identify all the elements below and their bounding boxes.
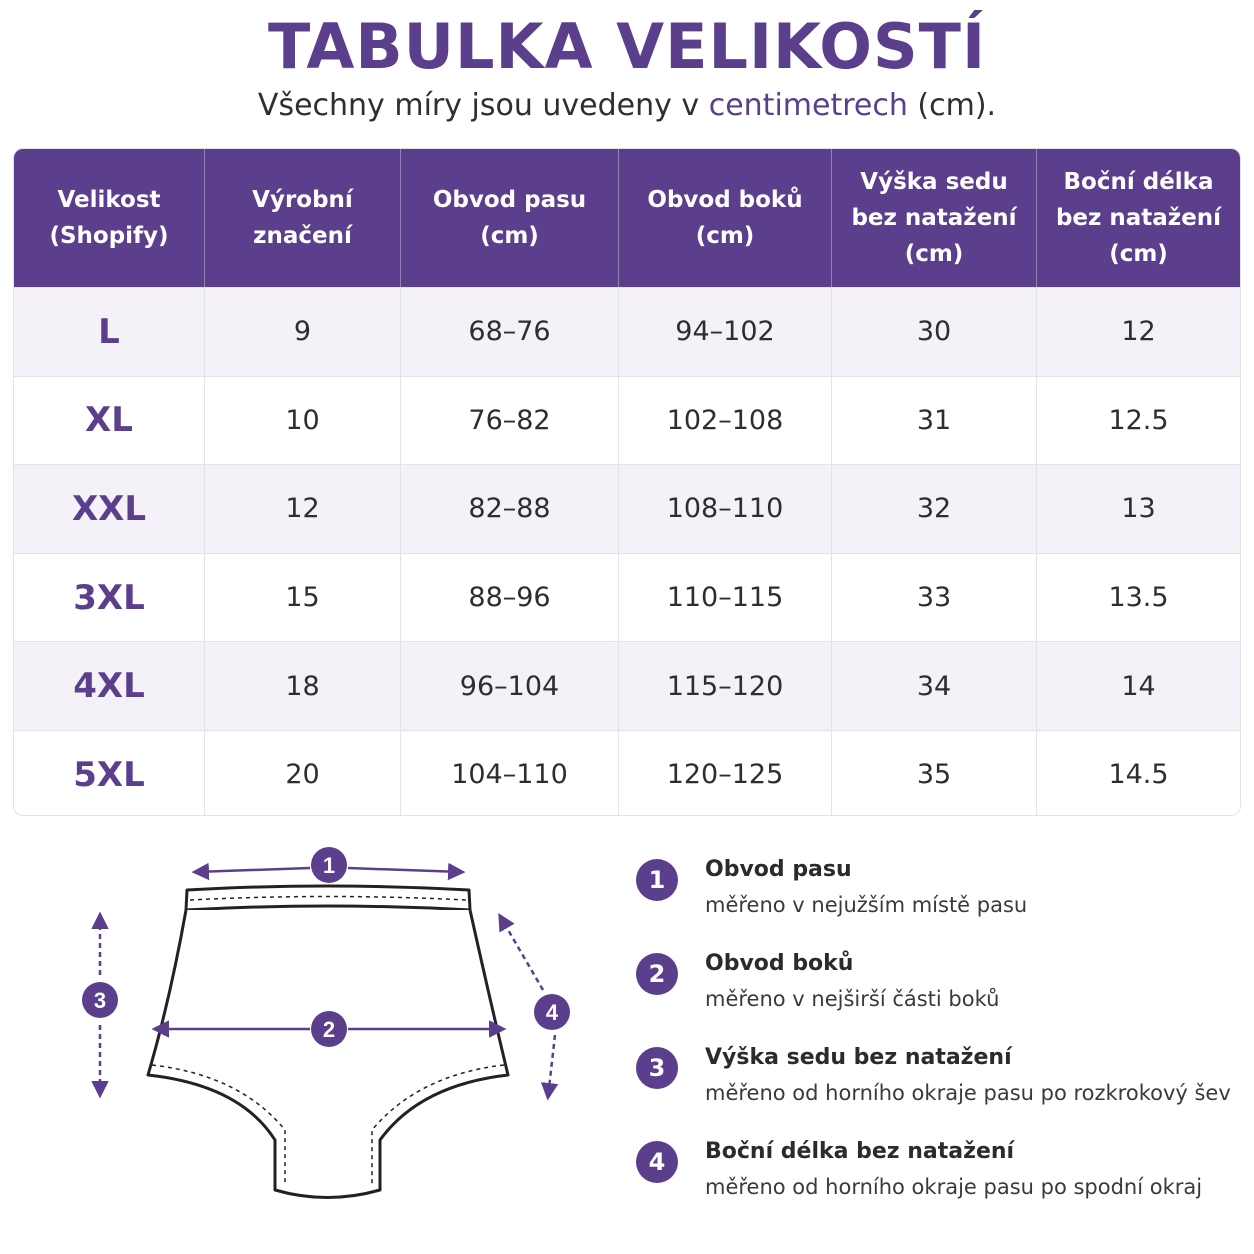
cell-manufacturer-size: 12 [205, 465, 401, 553]
legend-item-side-length [636, 1137, 1236, 1231]
number-badge: 1 [636, 859, 678, 901]
legend-description: měřeno od horního okraje pasu po rozkrokový šev [705, 1081, 1231, 1105]
cell-side-length: 12 [1121, 316, 1156, 348]
waist-arrow [195, 847, 462, 883]
cell-hips: 115–120 [619, 642, 832, 730]
table-row [14, 464, 1240, 553]
page-title: TABULKA VELIKOSTÍ [267, 10, 987, 83]
subtitle-text-end: (cm). [907, 88, 997, 123]
cell-hips: 102–108 [619, 377, 832, 465]
number-badge: 4 [636, 1141, 678, 1183]
cell-size: 4XL [14, 642, 205, 730]
cell-waist: 76–82 [401, 377, 619, 465]
cell-size: 3XL [14, 554, 205, 642]
cell-hips: 120–125 [619, 731, 832, 816]
cell-waist: 68–76 [401, 288, 619, 376]
cell-manufacturer-size: 20 [205, 731, 401, 816]
cell-side-length: 14.5 [1108, 759, 1169, 791]
measurement-diagram [60, 835, 600, 1215]
cell-waist: 104–110 [401, 731, 619, 816]
number-badge: 3 [636, 1047, 678, 1089]
cell-side-length: 12.5 [1108, 404, 1169, 436]
table-row [14, 376, 1240, 465]
number-badge: 2 [636, 953, 678, 995]
table-row [14, 553, 1240, 642]
cell-side-length: 13 [1121, 493, 1156, 525]
cell-hips: 108–110 [619, 465, 832, 553]
cell-rise: 33 [832, 554, 1037, 642]
cell-hips: 110–115 [619, 554, 832, 642]
legend-title: Boční délka bez natažení [705, 1139, 1015, 1164]
table-header [14, 149, 1240, 287]
legend-title: Výška sedu bez natažení [705, 1045, 1012, 1070]
cell-rise: 31 [832, 377, 1037, 465]
cell-waist: 96–104 [401, 642, 619, 730]
cell-size: L [14, 288, 205, 376]
table-row [14, 730, 1240, 816]
table-row [14, 287, 1240, 376]
cell-manufacturer-size: 10 [205, 377, 401, 465]
marker-4: 4 [545, 1000, 559, 1025]
measurement-legend [636, 855, 1236, 1231]
subtitle-accent: centimetrech [708, 88, 908, 123]
subtitle-text-start: Všechny míry jsou uvedeny v [257, 88, 709, 123]
rise-arrow [82, 915, 118, 1095]
cell-size: XXL [14, 465, 205, 553]
header-manufacturer-size: Výrobní značení [205, 149, 401, 287]
header-hips: Obvod boků (cm) [619, 149, 832, 287]
legend-item-rise [636, 1043, 1236, 1137]
cell-hips: 94–102 [619, 288, 832, 376]
table-row [14, 641, 1240, 730]
legend-item-waist [636, 855, 1236, 949]
marker-3: 3 [93, 988, 107, 1013]
cell-rise: 35 [832, 731, 1037, 816]
cell-rise: 30 [832, 288, 1037, 376]
legend-description: měřeno v nejširší části boků [705, 987, 1000, 1011]
header-side-length: Boční délka bez natažení (cm) [1055, 169, 1222, 267]
cell-side-length: 13.5 [1108, 582, 1169, 614]
cell-waist: 82–88 [401, 465, 619, 553]
cell-size: 5XL [14, 731, 205, 816]
cell-rise: 34 [832, 642, 1037, 730]
legend-title: Obvod pasu [705, 857, 852, 882]
legend-description: měřeno od horního okraje pasu po spodní okraj [705, 1175, 1203, 1199]
header-size: Velikost (Shopify) [14, 149, 205, 287]
side-length-arrow [500, 916, 570, 1097]
legend-item-hips [636, 949, 1236, 1043]
page-subtitle [0, 88, 1254, 123]
size-table [13, 148, 1241, 816]
legend-description: měřeno v nejužším místě pasu [705, 893, 1028, 917]
legend-title: Obvod boků [705, 951, 854, 976]
cell-side-length: 14 [1121, 670, 1156, 702]
cell-size: XL [14, 377, 205, 465]
cell-waist: 88–96 [401, 554, 619, 642]
marker-2: 2 [322, 1017, 336, 1042]
cell-manufacturer-size: 18 [205, 642, 401, 730]
header-waist: Obvod pasu (cm) [401, 149, 619, 287]
cell-rise: 32 [832, 465, 1037, 553]
cell-manufacturer-size: 9 [205, 288, 401, 376]
marker-1: 1 [322, 853, 336, 878]
cell-manufacturer-size: 15 [205, 554, 401, 642]
header-rise: Výška sedu bez natažení (cm) [832, 149, 1037, 287]
